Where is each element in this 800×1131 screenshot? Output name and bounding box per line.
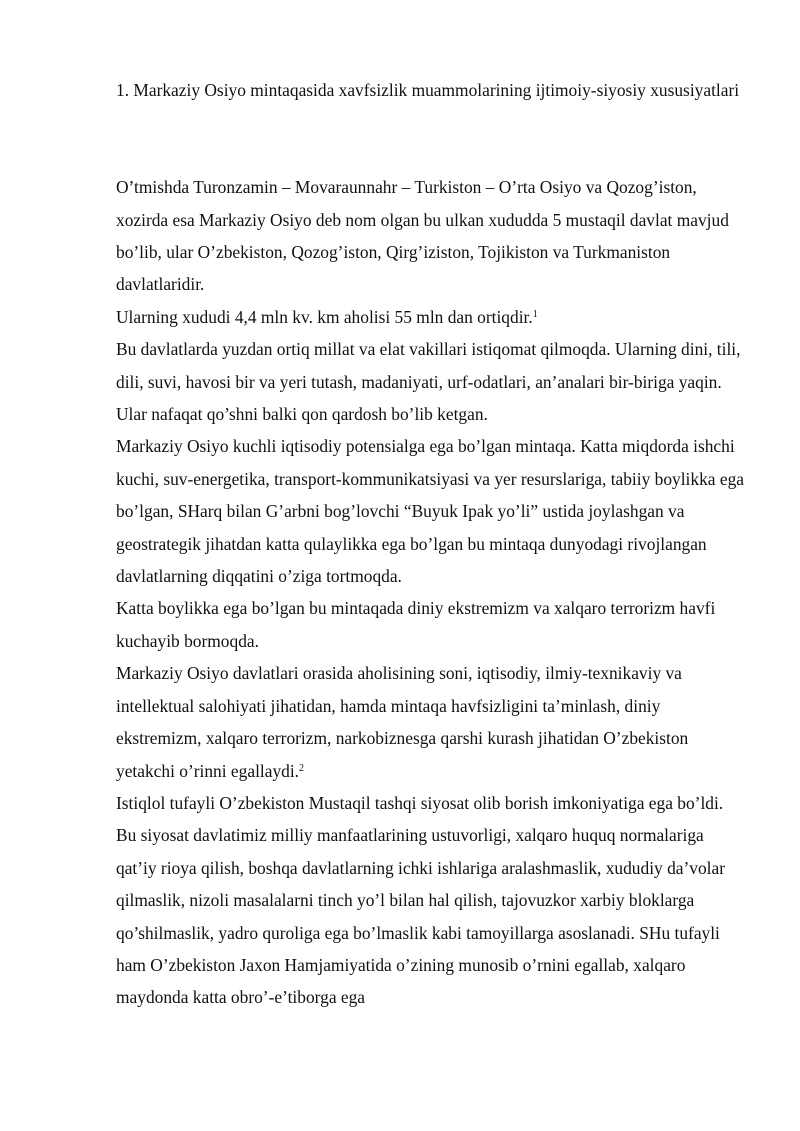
- paragraph-text: Ularning xududi 4,4 mln kv. km aholisi 55 mln dan ortiqdir.: [116, 306, 533, 327]
- document-page: [116, 74, 746, 1014]
- paragraph-3: [116, 333, 746, 430]
- paragraph-5: [116, 592, 746, 657]
- paragraph-text: O’tmishda Turonzamin – Movaraunnahr – Turkiston – O’rta Osiyo va Qozog’iston, xozirda esa Markaziy Osiyo deb nom olgan bu ulkan xududda 5 mustaqil davlat mavjud bo’lib, ular O’zbekiston, Qozog’iston, Qirg’iziston, Tojikiston va Turkmaniston davlatlaridir.: [116, 177, 729, 295]
- footnote-ref-1[interactable]: 1: [532, 308, 538, 320]
- paragraph-text: Bu davlatlarda yuzdan ortiq millat va elat vakillari istiqomat qilmoqda. Ularning dini, tili, dili, suvi, havosi bir va yeri tutash, madaniyati, urf-odatlari, an’analari bir-biriga yaqin. Ular nafaqat qo’shni balki qon qardosh bo’lib ketgan.: [116, 339, 741, 425]
- footnote-ref-2[interactable]: 2: [299, 762, 305, 774]
- section-title: 1. Markaziy Osiyo mintaqasida xavfsizlik muammolarining ijtimoiy-siyosiy xususiyatlari: [116, 80, 740, 100]
- paragraph-text: Katta boylikka ega bo’lgan bu mintaqada diniy ekstremizm va xalqaro terrorizm havfi kuchayib bormoqda.: [116, 598, 716, 651]
- paragraph-text: Markaziy Osiyo kuchli iqtisodiy potensialga ega bo’lgan mintaqa. Katta miqdorda ishchi kuchi, suv-energetika, transport-kommunikatsiyasi va yer resurslariga, tabiiy boylikka ega bo’lgan, SHarq bilan G’arbni bog’lovchi “Buyuk Ipak yo’li” ustida joylashgan va geostrategik jihatdan katta qulaylikka ega bo’lgan bu mintaqa dunyodagi rivojlangan davlatlarning diqqatini o’ziga tortmoqda.: [116, 436, 744, 587]
- paragraph-2: [116, 301, 746, 333]
- paragraph-6: [116, 657, 746, 787]
- title-spacer: [116, 106, 746, 171]
- paragraph-text: Markaziy Osiyo davlatlari orasida aholisining soni, iqtisodiy, ilmiy-texnikaviy va intellektual salohiyati jihatidan, hamda mintaqa havfsizligini ta’minlash, diniy ekstremizm, xalqaro terrorizm, narkobiznesga qarshi kurash jihatidan O’zbekiston yetakchi o’rinni egallaydi.: [116, 663, 689, 781]
- paragraph-4: [116, 430, 746, 592]
- paragraph-1: [116, 171, 746, 301]
- paragraph-7: [116, 787, 746, 1014]
- paragraph-text: Istiqlol tufayli O’zbekiston Mustaqil tashqi siyosat olib borish imkoniyatiga ega bo’ldi. Bu siyosat davlatimiz milliy manfaatlarining ustuvorligi, xalqaro huquq normalariga qat’iy rioya qilish, boshqa davlatlarning ichki ishlariga aralashmaslik, xududiy da’volar qilmaslik, nizoli masalalarni tinch yo’l bilan hal qilish, tajovuzkor xarbiy bloklarga qo’shilmaslik, yadro quroliga ega bo’lmaslik kabi tamoyillarga asoslanadi. SHu tufayli ham O’zbekiston Jaxon Hamjamiyatida o’zining munosib o’rnini egallab, xalqaro maydonda katta obro’-e’tiborga ega: [116, 792, 726, 1008]
